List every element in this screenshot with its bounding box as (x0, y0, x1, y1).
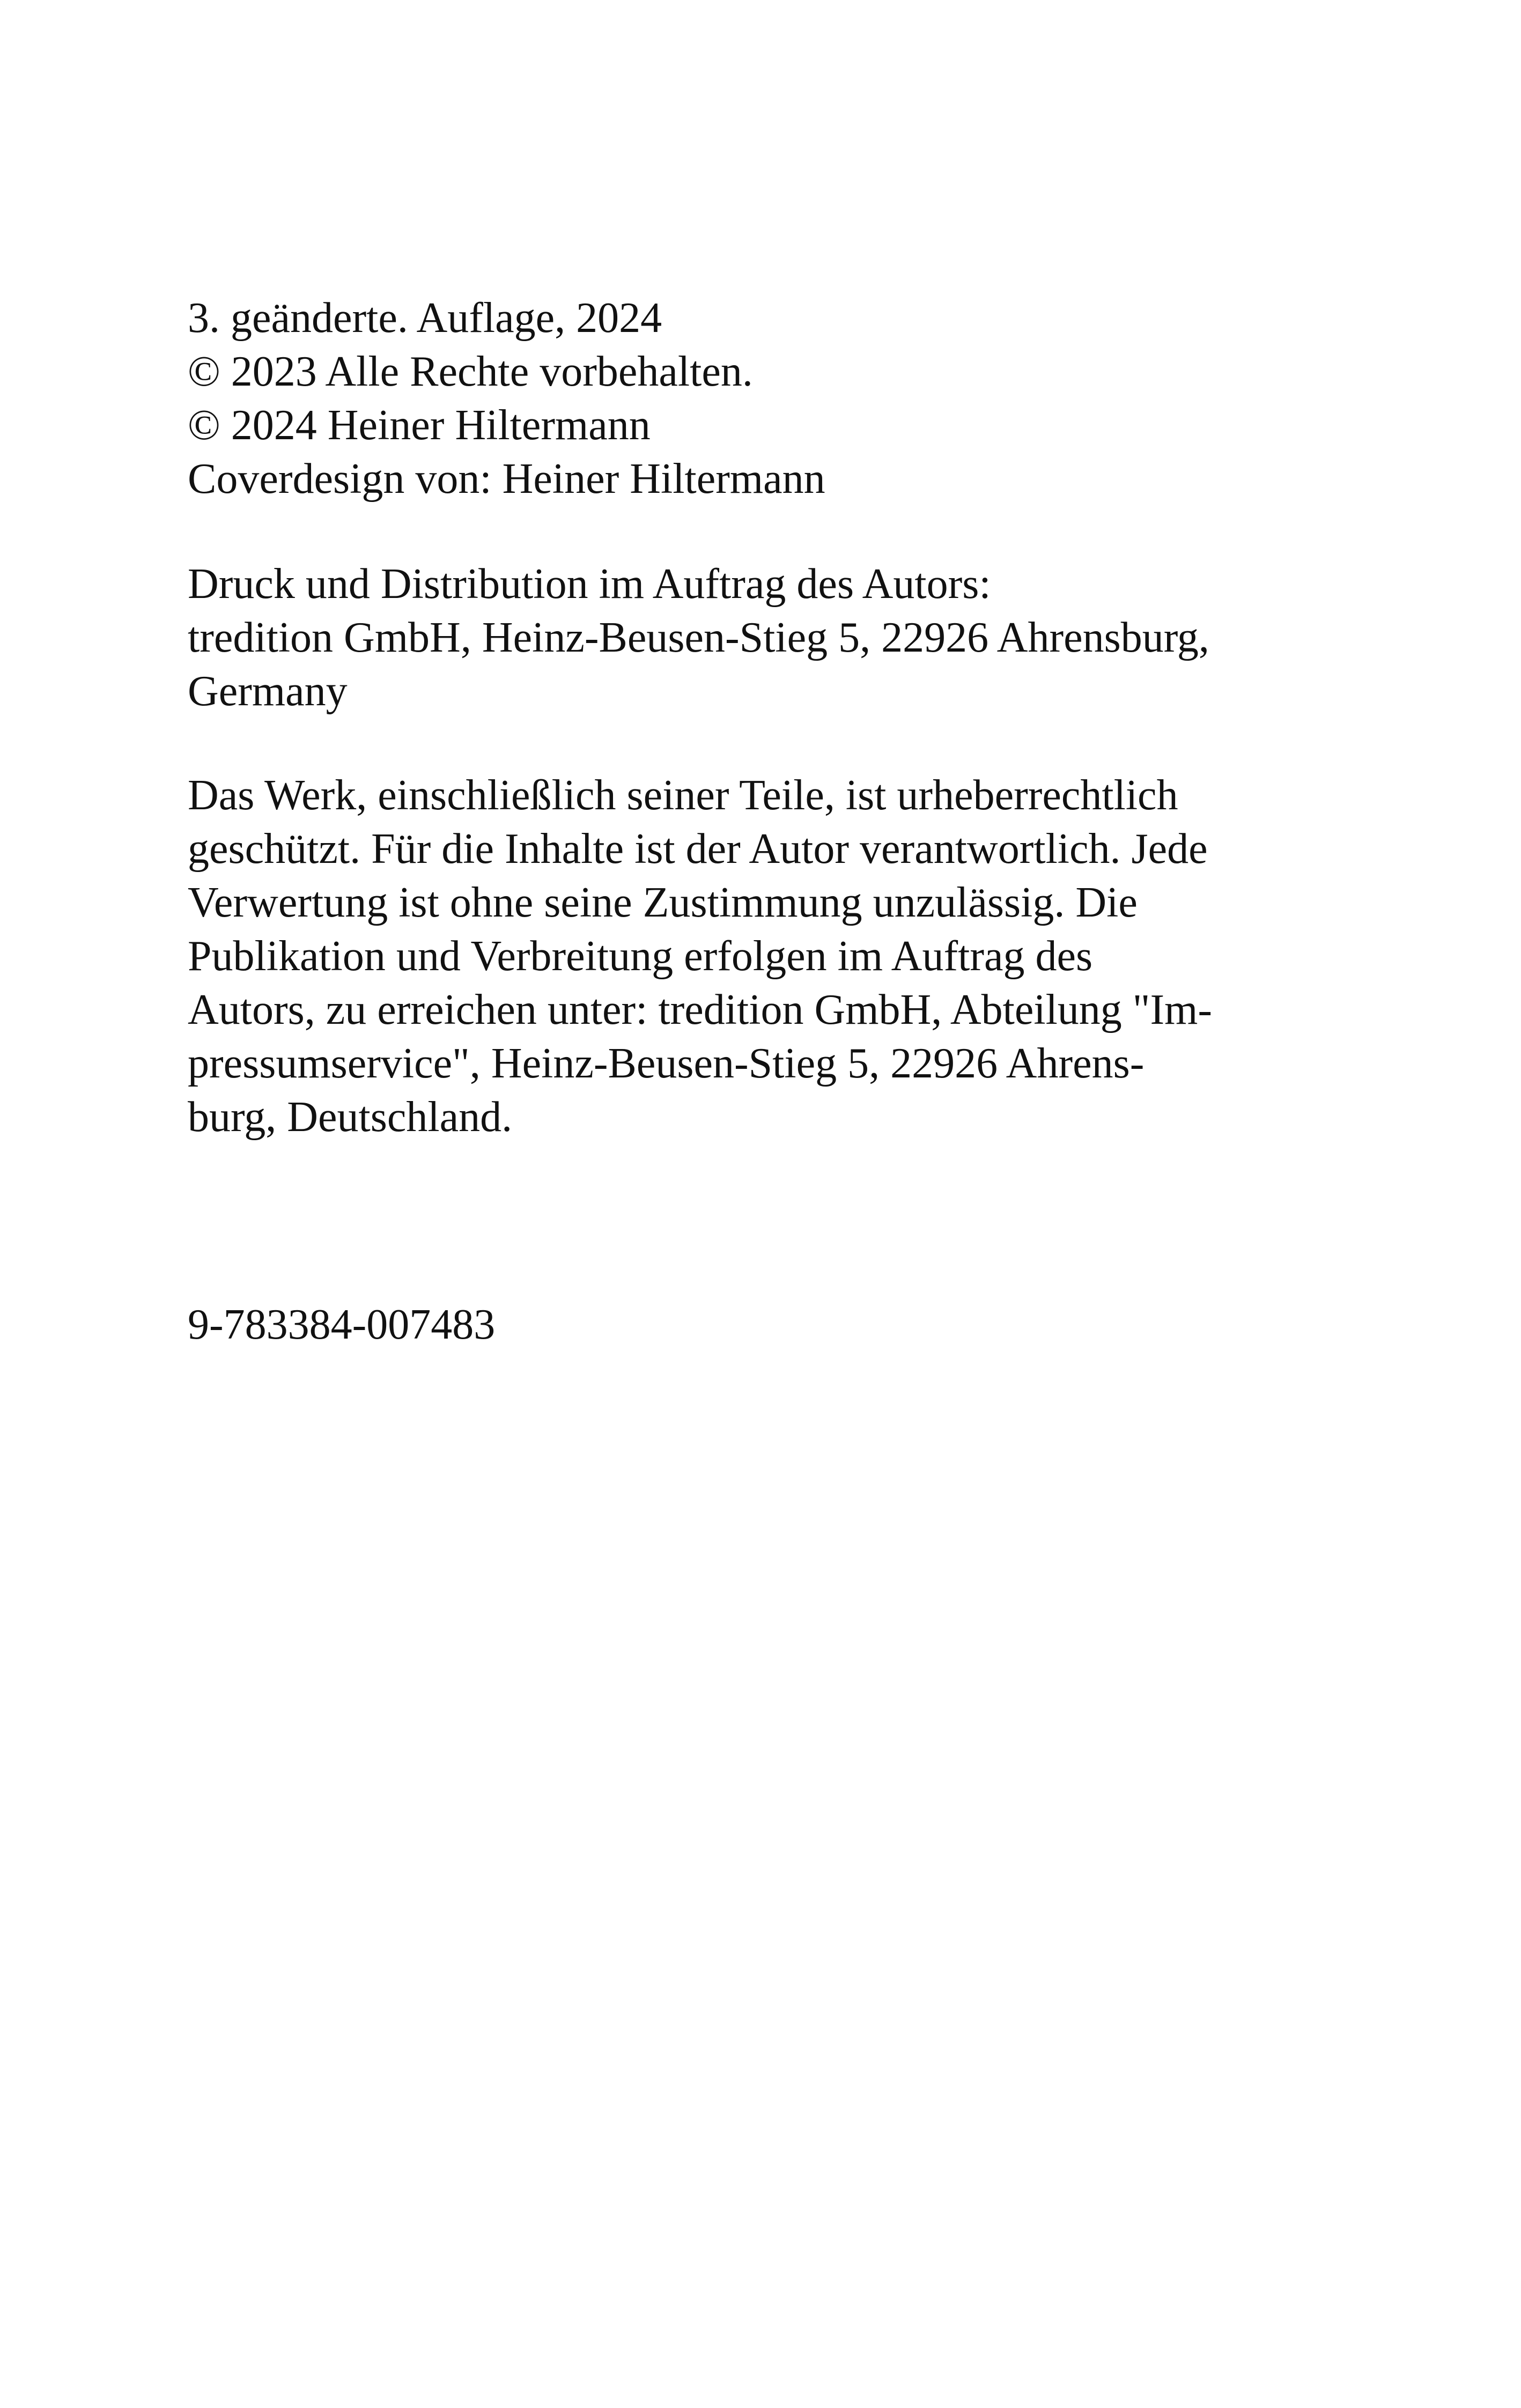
rights-notice-line: Autors, zu erreichen unter: tredition GmbH, Abteilung "Im- (188, 986, 1212, 1033)
publisher-address-line: tredition GmbH, Heinz-Beusen-Stieg 5, 22926 Ahrensburg, (188, 614, 1209, 661)
printing-distribution-block (188, 557, 1368, 718)
rights-notice-line: Verwertung ist ohne seine Zustimmung unzulässig. Die (188, 879, 1138, 926)
rights-notice-block (188, 769, 1368, 1144)
edition-copyright-block (188, 291, 1368, 506)
publisher-country-line: Germany (188, 668, 348, 715)
rights-notice-line: pressumservice", Heinz-Beusen-Stieg 5, 22926 Ahrens- (188, 1040, 1145, 1087)
copyright-author-line: © 2024 Heiner Hiltermann (188, 402, 651, 449)
isbn-block (188, 1298, 1368, 1351)
rights-notice-line: Publikation und Verbreitung erfolgen im Auftrag des (188, 933, 1093, 980)
rights-notice-line: Das Werk, einschließlich seiner Teile, ist urheberrechtlich (188, 772, 1178, 819)
rights-notice-line: geschützt. Für die Inhalte ist der Autor verantwortlich. Jede (188, 825, 1208, 873)
rights-notice-line: burg, Deutschland. (188, 1094, 513, 1141)
edition-line: 3. geänderte. Auflage, 2024 (188, 294, 662, 342)
printing-heading-line: Druck und Distribution im Auftrag des Autors: (188, 560, 991, 608)
cover-design-line: Coverdesign von: Heiner Hiltermann (188, 455, 825, 503)
isbn-number: 9-783384-007483 (188, 1301, 496, 1348)
copyright-rights-line: © 2023 Alle Rechte vorbehalten. (188, 348, 753, 395)
